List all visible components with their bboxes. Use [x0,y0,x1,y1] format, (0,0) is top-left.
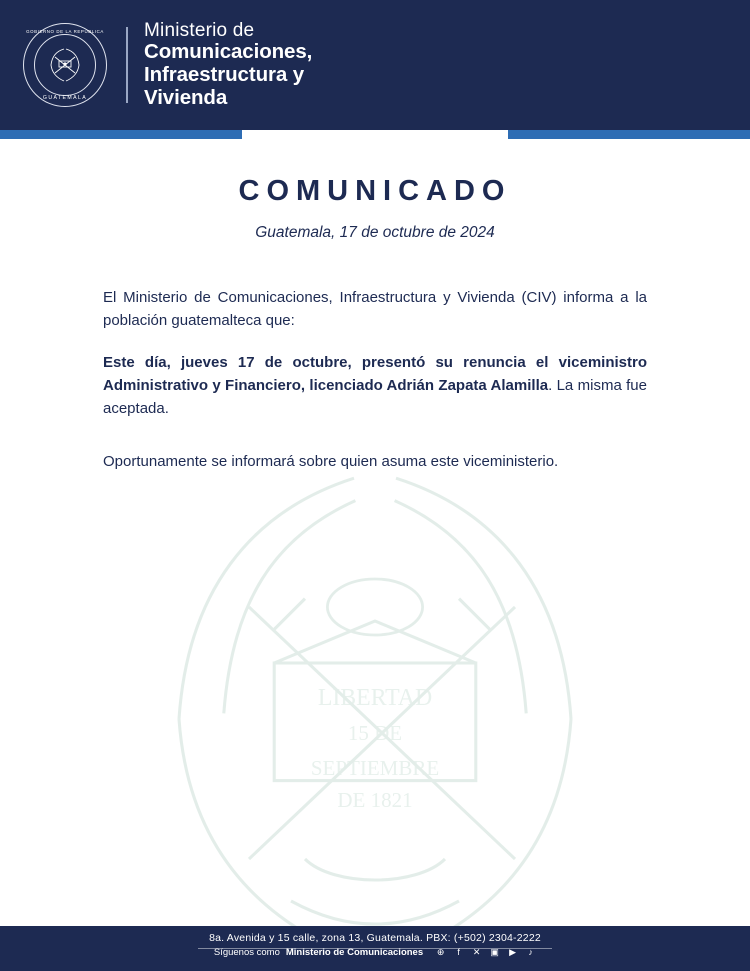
paragraph-closing: Oportunamente se informará sobre quien asuma este viceministerio. [103,453,559,471]
x-twitter-icon[interactable]: ✕ [472,947,481,957]
svg-text:15 DE: 15 DE [347,721,403,745]
seal-top-text: GOBIERNO DE LA REPÚBLICA [26,29,104,34]
ministry-name [144,20,312,110]
svg-text:SEPTIEMBRE: SEPTIEMBRE [310,756,440,780]
website-icon[interactable]: ⊕ [436,947,445,957]
accent-bar-right [508,130,750,139]
tiktok-icon[interactable]: ♪ [528,947,533,957]
svg-text:LIBERTAD: LIBERTAD [317,685,433,711]
svg-text:DE 1821: DE 1821 [337,788,413,813]
footer-address: 8a. Avenida y 15 calle, zona 13, Guatemala. PBX: (+502) 2304-2222 [209,932,541,944]
guatemala-coat-of-arms-watermark [95,439,655,935]
paragraph-main-normal: . La misma fue aceptada. [103,376,647,417]
seal-bottom-text: GUATEMALA [42,95,88,101]
ministry-line-2: Comunicaciones, [144,40,313,64]
header-divider [126,27,128,103]
document-date: Guatemala, 17 de octubre de 2024 [255,224,495,241]
ministry-line-4: Vivienda [144,86,228,110]
document-content [103,286,647,474]
paragraph-main [103,351,647,421]
accent-bar-row [0,130,750,139]
youtube-icon[interactable]: ▶ [509,947,517,957]
facebook-icon[interactable]: f [457,947,460,957]
paragraph-main-bold: Este día, jueves 17 de octubre, presentó su renuncia el viceministro Administrativo y Financiero, licenciado Adrián Zapata Alamilla [103,353,647,394]
ministry-line-1: Ministerio de [144,19,255,41]
accent-bar-left [0,130,242,139]
accent-bar-gap [242,130,508,139]
paragraph-intro: El Ministerio de Comunicaciones, Infraestructura y Vivienda (CIV) informa a la población guatemalteca que: [103,289,647,330]
footer-follow-label: Síguenos como [213,947,280,958]
page-header [0,0,750,130]
ministry-line-3: Infraestructura y [144,63,305,87]
page-footer [0,926,750,971]
document-body [0,139,750,935]
footer-handle: Ministerio de Comunicaciones [285,947,424,958]
government-seal [22,22,108,108]
guatemala-coat-of-arms-icon [45,45,85,85]
instagram-icon[interactable]: ▣ [490,947,499,957]
page-title: COMUNICADO [238,175,512,207]
footer-divider [198,948,552,949]
